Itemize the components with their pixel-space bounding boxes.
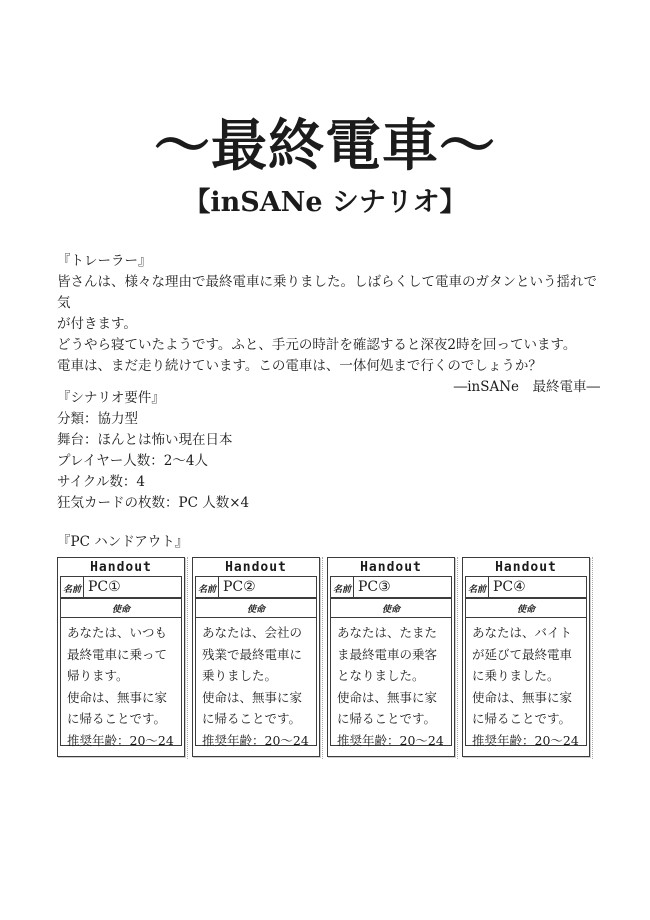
handout-body (196, 618, 316, 751)
mission-label: 使命 (196, 599, 316, 618)
mission-label: 使命 (466, 599, 586, 618)
requirement-cycles: サイクル数：4 (57, 474, 145, 490)
requirements-heading: 『シナリオ要件』 (57, 390, 165, 406)
handout-card-pc2 (192, 557, 320, 757)
handout-recommended-age: 推奨年齢：20～24 (67, 732, 174, 748)
handout-card-wrap (192, 557, 323, 759)
name-row (196, 577, 316, 599)
handout-body-line: に帰ることです。 (337, 711, 437, 726)
handout-body-line: あなたは、たまた (337, 625, 438, 640)
pc-name: PC④ (493, 579, 526, 595)
name-label: 名前 (331, 577, 354, 597)
handout-cards (57, 557, 593, 759)
name-row (61, 577, 181, 599)
pc-name: PC② (223, 579, 256, 595)
name-row (466, 577, 586, 599)
handout-body-line: 帰ります。 (67, 668, 129, 683)
handout-card-title: Handout (90, 560, 152, 575)
handout-recommended-age: 推奨年齢：20～24 (202, 732, 309, 748)
handout-body-line: あなたは、いつも (67, 625, 168, 640)
handout-body-line: ま最終電車の乗客 (337, 646, 438, 662)
page-title: 〜最終電車〜 (154, 113, 496, 179)
pc-name: PC③ (358, 579, 391, 595)
trailer-line: 電車は、まだ走り続けています。この電車は、一体何処まで行くのでしょうか？ (57, 358, 542, 374)
handout-body-line: あなたは、バイト (472, 625, 573, 640)
trailer-section (57, 251, 600, 398)
requirement-madness-cards: 狂気カードの枚数：PC 人数×4 (57, 495, 250, 511)
handout-body-line: 使命は、無事に家 (67, 689, 168, 705)
handout-card-pc1 (57, 557, 185, 757)
handout-body (331, 618, 451, 751)
page-subtitle: 【inSANe シナリオ】 (183, 187, 467, 218)
requirements-section (57, 388, 600, 514)
mission-label: 使命 (61, 599, 181, 618)
handout-body-line: が延びて最終電車 (472, 646, 573, 662)
pc-name: PC① (88, 579, 121, 595)
handout-body-line: に帰ることです。 (67, 711, 167, 726)
name-label: 名前 (196, 577, 219, 597)
handout-card-title: Handout (495, 560, 557, 575)
name-row (331, 577, 451, 599)
handout-body-line: 乗りました。 (202, 668, 278, 683)
mission-label: 使命 (331, 599, 451, 618)
trailer-line: が付きます。 (57, 316, 137, 332)
handout-card-wrap (462, 557, 593, 759)
trailer-credit: ―inSANe 最終電車― (453, 379, 600, 395)
trailer-line: どうやら寝ていたようです。ふと、手元の時計を確認すると深夜2時を回っています。 (57, 337, 577, 353)
handout-card-wrap (57, 557, 188, 759)
handout-body-line: 使命は、無事に家 (202, 689, 303, 705)
requirement-players: プレイヤー人数：2～4人 (57, 453, 208, 469)
requirement-category: 分類：協力型 (57, 411, 138, 427)
handout-body-line: 使命は、無事に家 (472, 689, 573, 705)
handout-card-inner (330, 576, 452, 746)
name-label: 名前 (61, 577, 84, 597)
handout-card-title: Handout (360, 560, 422, 575)
handout-recommended-age: 推奨年齢：20～24 (337, 732, 444, 748)
trailer-heading: 『トレーラー』 (57, 253, 152, 269)
handout-body (61, 618, 181, 751)
requirement-setting: 舞台：ほんとは怖い現在日本 (57, 432, 233, 448)
handout-body-line: となりました。 (337, 668, 425, 683)
handout-card-wrap (327, 557, 458, 759)
handout-body-line: に帰ることです。 (472, 711, 572, 726)
name-label: 名前 (466, 577, 489, 597)
handout-card-inner (60, 576, 182, 746)
handout-card-inner (465, 576, 587, 746)
handouts-heading: 『PC ハンドアウト』 (57, 534, 189, 550)
handout-body-line: 残業で最終電車に (202, 646, 303, 662)
handout-body-line: あなたは、会社の (202, 625, 303, 640)
handout-body (466, 618, 586, 751)
trailer-line: 皆さんは、様々な理由で最終電車に乗りました。しばらくして電車のガタンという揺れで気 (57, 274, 597, 311)
handout-body-line: 使命は、無事に家 (337, 689, 438, 705)
handout-card-pc4 (462, 557, 590, 757)
handout-body-line: 最終電車に乗って (67, 646, 168, 662)
handout-card-inner (195, 576, 317, 746)
handout-body-line: に乗りました。 (472, 668, 560, 683)
handout-card-title: Handout (225, 560, 287, 575)
handout-body-line: に帰ることです。 (202, 711, 302, 726)
handout-card-pc3 (327, 557, 455, 757)
handout-recommended-age: 推奨年齢：20～24 (472, 732, 579, 748)
